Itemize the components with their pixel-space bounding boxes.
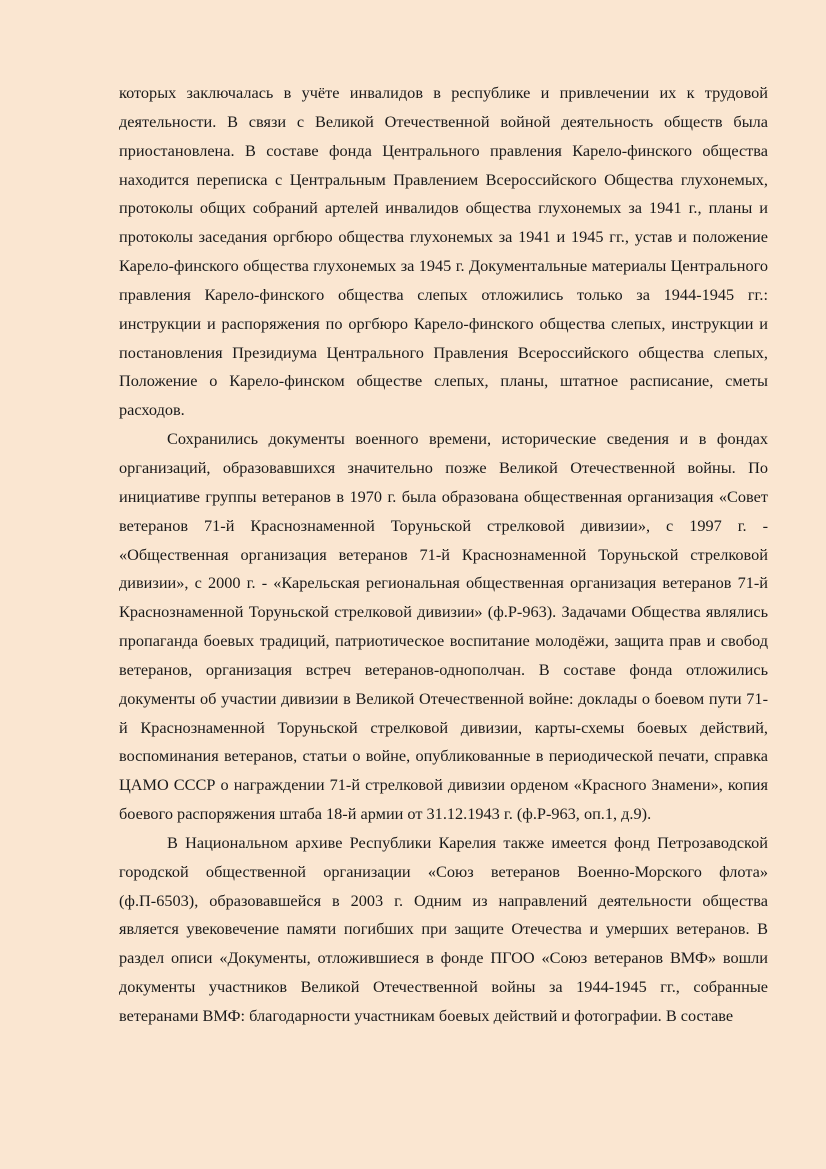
document-page [119, 79, 768, 1031]
paragraph-navy-veterans-union: В Национальном архиве Республики Карелия также имеется фонд Петрозаводской городской общественной организации «Союз ветеранов Военно-Морского флота» (ф.П-6503), образовавшейся в 2003 г. Одним из направлений деятельности общества является увековечение памяти погибших при защите Отечества и умерших ветеранов. В раздел описи «Документы, отложившиеся в фонде ПГОО «Союз ветеранов ВМФ» вошли документы участников Великой Отечественной войны за 1944-1945 гг., собранные ветеранами ВМФ: благодарности участникам боевых действий и фотографии. В составе [119, 832, 768, 1025]
paragraph-71st-division-veterans: Сохранились документы военного времени, исторические сведения и в фондах организаций, образовавшихся значительно позже Великой Отечественной войны. По инициативе группы ветеранов в 1970 г. была образована общественная организация «Совет ветеранов 71-й Краснознаменной Торуньской стрелковой дивизии», с 1997 г. - «Общественная организация ветеранов 71-й Краснознаменной Торуньской стрелковой дивизии», с 2000 г. - «Карельская региональная общественная организация ветеранов 71-й Краснознаменной Торуньской стрелковой дивизии» (ф.Р-963). Задачами Общества являлись пропаганда боевых традиций, патриотическое воспитание молодёжи, защита прав и свобод ветеранов, организация встреч ветеранов-однополчан. В составе фонда отложились документы об участии дивизии в Великой Отечественной войне: доклады о боевом пути 71-й Краснознаменной Торуньской стрелковой дивизии, карты-схемы боевых действий, воспоминания ветеранов, статьи о войне, опубликованные в периодической печати, справка ЦАМО СССР о награждении 71-й стрелковой дивизии орденом «Красного Знамени», копия боевого распоряжения штаба 18-й армии от 31.12.1943 г. (ф.Р-963, оп.1, д.9). [119, 429, 768, 824]
paragraph-disability-societies: которых заключалась в учёте инвалидов в республике и привлечении их к трудовой деятельности. В связи с Великой Отечественной войной деятельность обществ была приостановлена. В составе фонда Центрального правления Карело-финского общества находится переписка с Центральным Правлением Всероссийского Общества глухонемых, протоколы общих собраний артелей инвалидов общества глухонемых за 1941 г., планы и протоколы заседания оргбюро общества глухонемых за 1941 и 1945 гг., устав и положение Карело-финского общества глухонемых за 1945 г. Документальные материалы Центрального правления Карело-финского общества слепых отложились только за 1944-1945 гг.: инструкции и распоряжения по оргбюро Карело-финского общества слепых, инструкции и постановления Президиума Центрального Правления Всероссийского общества слепых, Положение о Карело-финском обществе слепых, планы, штатное расписание, сметы расходов. [119, 83, 768, 420]
